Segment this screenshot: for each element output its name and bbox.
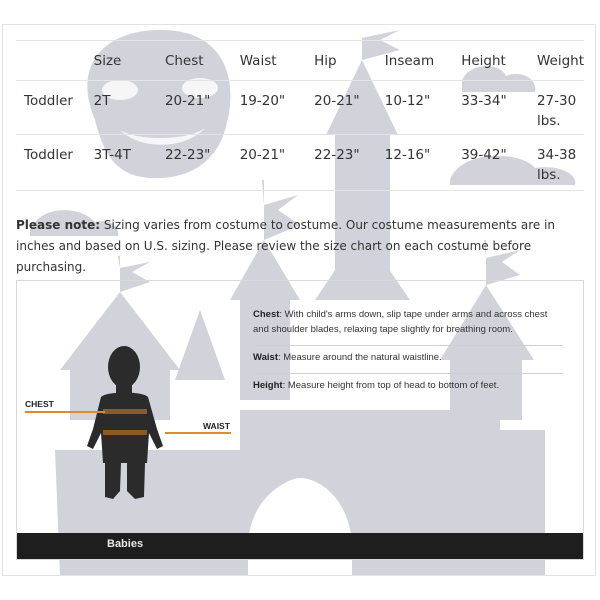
column-header: Waist [239,52,277,69]
category-label: Babies [107,538,144,550]
table-cell: Toddler [24,93,73,109]
waist-tape-line [165,432,231,434]
table-cell: 12-16" [384,147,431,163]
table-cell: 20-21" [314,93,360,109]
table-cell: 33-34" [461,93,507,109]
instruction-text: : Measure height from top of head to bottom of feet. [282,380,500,391]
table-cell: 22-23" [314,147,360,163]
instruction-waist [253,346,563,374]
table-cell: Toddler [24,147,73,163]
measuring-guide [16,280,584,560]
instruction-term: Chest [253,309,280,320]
column-header: Inseam [384,52,435,69]
column-header [16,41,86,81]
table-cell: 39-42" [461,147,507,163]
size-table [16,40,584,191]
table-cell: 27-30 lbs. [536,93,577,129]
column-header: Weight [536,52,584,69]
instruction-term: Waist [253,352,278,363]
table-row [16,135,584,191]
table-cell: 10-12" [384,93,431,109]
chest-label: CHEST [25,399,54,409]
table-cell: 34-38 lbs. [536,147,577,183]
column-header: Hip [314,52,337,69]
table-cell: 3T-4T [93,147,131,163]
instruction-chest [253,303,563,346]
measurement-instructions [253,303,563,401]
column-header: Chest [164,52,204,69]
instruction-text: : Measure around the natural waistline. [277,352,442,363]
column-header: Size [93,52,122,69]
instruction-term: Height [253,380,283,391]
table-cell: 20-21" [239,147,286,163]
waist-label: WAIST [203,421,230,431]
instruction-text: : With child's arms down, slip tape under arms and across chest and shoulder blades, relaxing tape slightly for breathing room. [253,309,548,335]
table-row [16,81,584,135]
instruction-height [253,374,563,401]
table-header-row [16,41,584,81]
sizing-note [16,215,586,278]
table-cell: 22-23" [164,147,211,163]
column-header: Height [461,52,506,69]
table-cell: 19-20" [239,93,286,109]
note-text: Sizing varies from costume to costume. Our costume measurements are in inches and based on U.S. sizing. Please review the size chart on each costume before purchasing. [16,218,556,274]
table-cell: 20-21" [164,93,211,109]
note-label: Please note: [16,218,101,232]
table-cell: 2T [93,93,111,109]
chest-tape-line [25,411,105,413]
category-footer-bar [17,533,583,559]
